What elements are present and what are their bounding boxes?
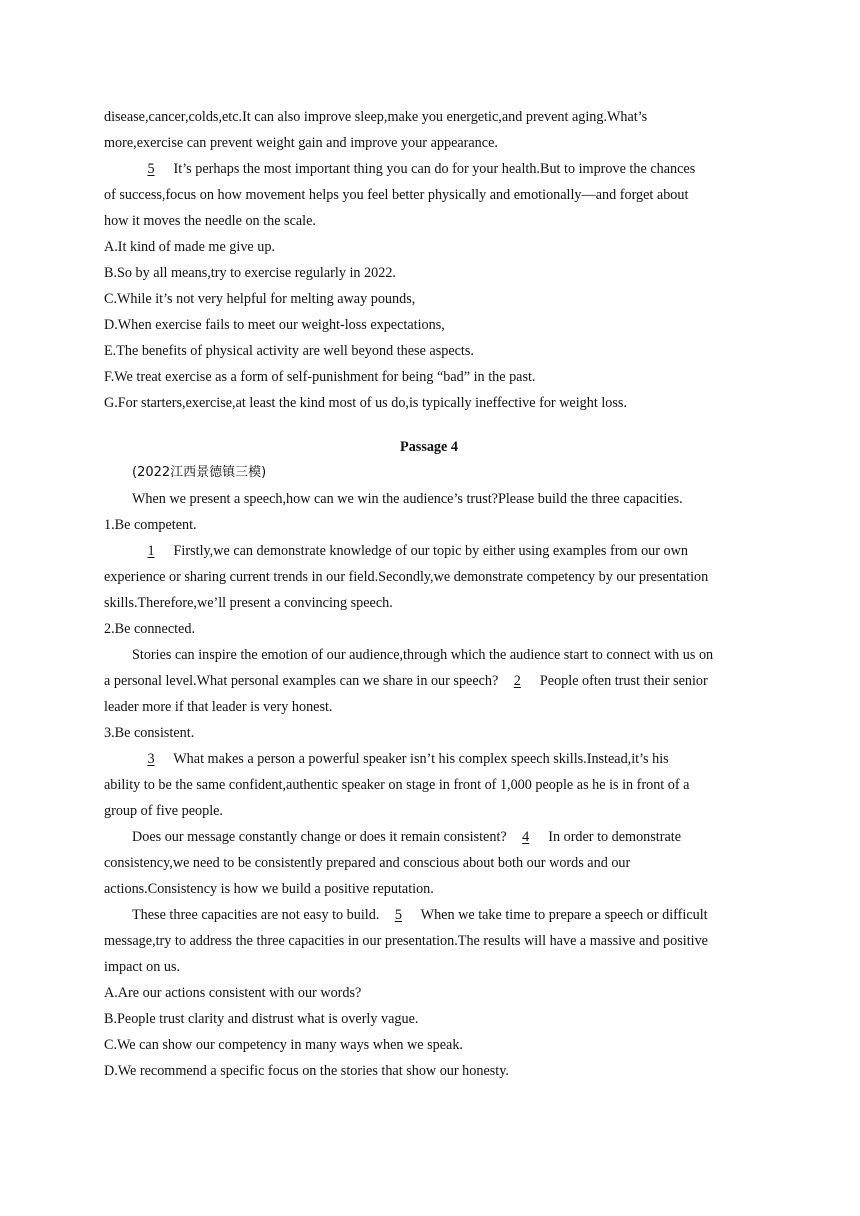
section-heading: 2.Be connected. xyxy=(104,621,195,637)
paragraph-line: disease,cancer,colds,etc.It can also improve sleep,make you energetic,and prevent aging.What’s xyxy=(104,109,648,125)
passage-title: Passage 4 xyxy=(400,439,458,455)
option-a: A.Are our actions consistent with our words? xyxy=(104,985,362,1001)
paragraph-line: When we present a speech,how can we win the audience’s trust?Please build the three capacities. xyxy=(132,491,683,507)
paragraph-line: leader more if that leader is very honest. xyxy=(104,699,333,715)
paragraph-line: of success,focus on how movement helps you feel better physically and emotionally—and forget about xyxy=(104,187,689,203)
paragraph-line: Stories can inspire the emotion of our audience,through which the audience start to connect with us on xyxy=(132,647,714,663)
option-d: D.We recommend a specific focus on the stories that show our honesty. xyxy=(104,1063,509,1079)
option-e: E.The benefits of physical activity are well beyond these aspects. xyxy=(104,343,474,359)
paragraph-line: 1 Firstly,we can demonstrate knowledge of our topic by either using examples from our own xyxy=(104,538,754,564)
paragraph-line: Does our message constantly change or does it remain consistent? 4 In order to demonstrate xyxy=(104,824,754,850)
paragraph-line: 3 What makes a person a powerful speaker isn’t his complex speech skills.Instead,it’s his xyxy=(104,746,754,772)
option-b: B.People trust clarity and distrust what is overly vague. xyxy=(104,1011,419,1027)
paragraph-line: 5 It’s perhaps the most important thing you can do for your health.But to improve the chances xyxy=(104,156,754,182)
option-d: D.When exercise fails to meet our weight-loss expectations, xyxy=(104,317,445,333)
section-heading: 3.Be consistent. xyxy=(104,725,195,741)
option-f: F.We treat exercise as a form of self-punishment for being “bad” in the past. xyxy=(104,369,536,385)
blank-1[interactable]: 1 xyxy=(147,543,155,559)
paragraph-line: impact on us. xyxy=(104,959,181,975)
paragraph-line: These three capacities are not easy to build. 5 When we take time to prepare a speech or difficult xyxy=(104,902,754,928)
passage-source: (2022江西景德镇三模) xyxy=(132,465,267,480)
option-g: G.For starters,exercise,at least the kind most of us do,is typically ineffective for weight loss. xyxy=(104,395,627,411)
paragraph-line: consistency,we need to be consistently prepared and conscious about both our words and our xyxy=(104,855,631,871)
paragraph-line: message,try to address the three capacities in our presentation.The results will have a massive and positive xyxy=(104,933,708,949)
paragraph-line: ability to be the same confident,authentic speaker on stage in front of 1,000 people as he is in front of a xyxy=(104,777,690,793)
document-page xyxy=(104,104,754,1084)
paragraph-line: experience or sharing current trends in our field.Secondly,we demonstrate competency by our presentation xyxy=(104,569,709,585)
paragraph-line: more,exercise can prevent weight gain and improve your appearance. xyxy=(104,135,498,151)
option-c: C.We can show our competency in many ways when we speak. xyxy=(104,1037,463,1053)
section-heading: 1.Be competent. xyxy=(104,517,197,533)
blank-3[interactable]: 3 xyxy=(147,751,155,767)
paragraph-line: group of five people. xyxy=(104,803,223,819)
paragraph-line: how it moves the needle on the scale. xyxy=(104,213,316,229)
option-c: C.While it’s not very helpful for melting away pounds, xyxy=(104,291,416,307)
option-b: B.So by all means,try to exercise regularly in 2022. xyxy=(104,265,396,281)
paragraph-line: actions.Consistency is how we build a positive reputation. xyxy=(104,881,434,897)
blank-4[interactable]: 4 xyxy=(522,829,530,845)
paragraph-line: a personal level.What personal examples can we share in our speech? 2 People often trust their senior xyxy=(104,668,754,694)
blank-5[interactable]: 5 xyxy=(394,907,402,923)
blank-5[interactable]: 5 xyxy=(147,161,155,177)
blank-2[interactable]: 2 xyxy=(513,673,521,689)
paragraph-line: skills.Therefore,we’ll present a convincing speech. xyxy=(104,595,393,611)
option-a: A.It kind of made me give up. xyxy=(104,239,275,255)
